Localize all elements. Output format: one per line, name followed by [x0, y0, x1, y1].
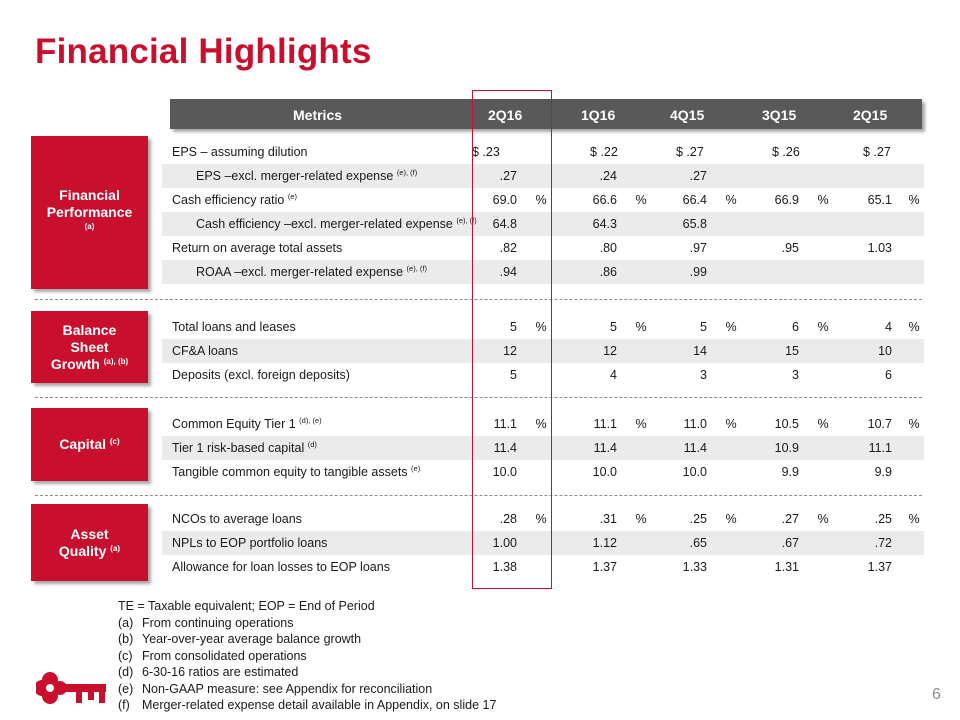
cell-value: 15 [785, 344, 799, 358]
cell-value: 6 [885, 368, 892, 382]
row-label [196, 169, 417, 183]
percent-sign: % [535, 417, 547, 431]
category-capital [31, 408, 148, 481]
cell-value: 14 [693, 344, 707, 358]
cell-value: 1.12 [592, 536, 617, 550]
cell-value: 65.1 [867, 193, 892, 207]
row-label-text: NPLs to EOP portfolio loans [172, 536, 328, 550]
category-label: Financial Performance [46, 187, 133, 220]
category-label: Balance Sheet Growth [50, 321, 117, 372]
cell-value: .25 [874, 512, 892, 526]
cell-value: 4 [885, 320, 892, 334]
category-footnote-ref: (c) [109, 437, 120, 446]
percent-sign: % [725, 193, 737, 207]
cell-value: 6 [792, 320, 799, 334]
footnote-item [118, 631, 496, 648]
percent-sign: % [535, 512, 547, 526]
percent-sign: % [725, 512, 737, 526]
category-footnote-ref: (a) [110, 543, 121, 553]
row-footnote-ref: (e) [287, 192, 297, 201]
cell-value: 66.6 [592, 193, 617, 207]
percent-sign: % [817, 320, 829, 334]
row-label [172, 465, 420, 479]
footnote-text: From consolidated operations [142, 648, 307, 663]
row-label-text: Tangible common equity to tangible assets [172, 465, 408, 479]
row-footnote-ref: (e), (f) [406, 264, 427, 273]
cell-value: 10 [878, 344, 892, 358]
percent-sign: % [725, 417, 737, 431]
cell-value: 64.8 [492, 217, 517, 231]
cell-value: 11.1 [493, 417, 517, 431]
cell-value: .25 [689, 512, 707, 526]
cell-value: 5 [510, 320, 517, 334]
row-label-text: Common Equity Tier 1 [172, 417, 296, 431]
cell-value: 3 [700, 368, 707, 382]
cell-value: 1.38 [492, 560, 517, 574]
footnote-item [118, 615, 496, 632]
cell-value: .27 [689, 169, 707, 183]
percent-sign: % [535, 193, 547, 207]
row-label [172, 536, 327, 550]
cell-value: .31 [599, 512, 617, 526]
cell-value: 4 [610, 368, 617, 382]
percent-sign: % [908, 512, 920, 526]
percent-sign: % [635, 417, 647, 431]
cell-value: 9.9 [781, 465, 799, 479]
percent-sign: % [635, 320, 647, 334]
row-label-text: EPS – assuming dilution [172, 145, 308, 159]
row-label [172, 193, 297, 207]
cell-value: 11.4 [593, 441, 617, 455]
cell-value: 1.37 [592, 560, 617, 574]
row-label [196, 217, 477, 231]
cell-value: .72 [874, 536, 892, 550]
row-footnote-ref: (d), (e) [299, 416, 322, 425]
cell-value: 11.1 [593, 417, 617, 431]
cell-value: .28 [499, 512, 517, 526]
page-number: 6 [932, 686, 941, 703]
row-label [172, 368, 350, 382]
row-footnote-ref: (d) [307, 440, 317, 449]
row-label-text: Return on average total assets [172, 241, 343, 255]
footnote-te: TE = Taxable equivalent; EOP = End of Period [118, 599, 375, 613]
row-label [172, 241, 342, 255]
percent-sign: % [908, 417, 920, 431]
cell-value: 10.0 [592, 465, 617, 479]
cell-value: $ .26 [772, 145, 800, 159]
footnote-item [118, 664, 496, 681]
header-2q16: 2Q16 [488, 107, 523, 123]
header-2q15: 2Q15 [853, 107, 888, 123]
header-1q16: 1Q16 [581, 107, 616, 123]
cell-value: 1.00 [492, 536, 517, 550]
footnote-mark: (c) [118, 648, 133, 663]
row-label-text: Total loans and leases [172, 320, 296, 334]
cell-value: $ .27 [863, 145, 891, 159]
cell-value: .99 [689, 265, 707, 279]
row-label [172, 417, 322, 431]
footnote-mark: (b) [118, 632, 134, 646]
footnote-text: Non-GAAP measure: see Appendix for reconciliation [142, 681, 433, 696]
percent-sign: % [817, 193, 829, 207]
cell-value: 5 [510, 368, 517, 382]
cell-value: 10.0 [492, 465, 517, 479]
category-label: Capital [59, 436, 106, 452]
percent-sign: % [535, 320, 547, 334]
footnote-mark: (d) [118, 665, 134, 679]
row-label [172, 145, 308, 159]
footnote-item [118, 681, 496, 698]
row-footnote-ref: (e), (f) [396, 168, 418, 177]
cell-value: $ .27 [676, 145, 704, 159]
page-title: Financial Highlights [35, 32, 372, 71]
cell-value: 64.3 [592, 217, 617, 231]
header-3q15: 3Q15 [762, 107, 797, 123]
footnote-text: Year-over-year average balance growth [142, 632, 362, 646]
header-metrics: Metrics [293, 107, 343, 123]
header-4q15: 4Q15 [670, 107, 705, 123]
cell-value: 11.1 [868, 441, 892, 455]
row-label-text: Deposits (excl. foreign deposits) [172, 368, 350, 382]
cell-value: .94 [499, 265, 517, 279]
category-balance-sheet-growth [31, 311, 148, 383]
footnote-text: From continuing operations [142, 615, 294, 630]
footnote-item [118, 648, 496, 665]
cell-value: 1.33 [682, 560, 707, 574]
row-label [172, 344, 238, 358]
current-quarter-highlight [472, 90, 552, 589]
category-financial-performance [31, 136, 148, 289]
footnotes [118, 598, 496, 714]
row-label [172, 441, 317, 455]
cell-value: .27 [781, 512, 799, 526]
cell-value: 5 [610, 320, 617, 334]
cell-value: 12 [603, 344, 617, 358]
cell-value: 10.7 [867, 417, 892, 431]
cell-value: 1.37 [867, 560, 892, 574]
cell-value: 3 [792, 368, 799, 382]
cell-value: 11.4 [683, 441, 707, 455]
row-label-text: ROAA –excl. merger-related expense [196, 265, 404, 279]
category-label: Asset Quality [58, 525, 109, 559]
category-asset-quality [31, 504, 148, 581]
cell-value: 1.31 [774, 560, 799, 574]
row-label [172, 320, 296, 334]
cell-value: 10.5 [774, 417, 799, 431]
row-label-text: EPS –excl. merger-related expense [196, 169, 394, 183]
percent-sign: % [635, 193, 647, 207]
percent-sign: % [817, 417, 829, 431]
row-label-text: CF&A loans [172, 344, 239, 358]
cell-value: .65 [689, 536, 707, 550]
footnote-mark: (f) [118, 698, 130, 712]
row-label-text: Cash efficiency ratio [172, 193, 285, 207]
cell-value: .24 [599, 169, 617, 183]
footnote-item [118, 697, 496, 714]
cell-value: 12 [503, 344, 517, 358]
percent-sign: % [817, 512, 829, 526]
category-footnote-ref: (a), (b) [103, 356, 129, 366]
cell-value: .95 [781, 241, 799, 255]
footnote-mark: (e) [118, 681, 134, 696]
cell-value: .80 [599, 241, 617, 255]
cell-value: .67 [781, 536, 799, 550]
footnote-text: 6-30-16 ratios are estimated [142, 665, 299, 679]
cell-value: 11.4 [493, 441, 517, 455]
cell-value: 1.03 [867, 241, 892, 255]
category-footnote-ref: (a) [84, 222, 95, 231]
cell-value: .27 [499, 169, 517, 183]
cell-value: 9.9 [874, 465, 892, 479]
row-label-text: Cash efficiency –excl. merger-related expense [196, 217, 453, 231]
cell-value: 11.0 [683, 417, 707, 431]
row-label [172, 512, 302, 526]
cell-value: $ .23 [472, 145, 500, 159]
cell-value: $ .22 [590, 145, 618, 159]
row-label-text: Tier 1 risk-based capital [172, 441, 305, 455]
row-label-text: NCOs to average loans [172, 512, 302, 526]
cell-value: .86 [599, 265, 617, 279]
cell-value: 69.0 [492, 193, 517, 207]
percent-sign: % [635, 512, 647, 526]
cell-value: 5 [700, 320, 707, 334]
percent-sign: % [908, 320, 920, 334]
row-footnote-ref: (e) [411, 464, 421, 473]
percent-sign: % [725, 320, 737, 334]
row-label [172, 560, 390, 574]
cell-value: 66.9 [774, 193, 799, 207]
cell-value: .82 [499, 241, 517, 255]
footnote-text: Merger-related expense detail available in Appendix, on slide 17 [142, 698, 497, 712]
key-logo-icon [36, 668, 110, 708]
cell-value: 66.4 [682, 193, 707, 207]
row-label [196, 265, 427, 279]
cell-value: .97 [689, 241, 707, 255]
percent-sign: % [908, 193, 920, 207]
cell-value: 10.0 [682, 465, 707, 479]
footnote-mark: (a) [118, 615, 134, 630]
row-label-text: Allowance for loan losses to EOP loans [172, 560, 390, 574]
row-footnote-ref: (e), (f) [456, 216, 477, 225]
cell-value: 10.9 [774, 441, 799, 455]
cell-value: 65.8 [682, 217, 707, 231]
